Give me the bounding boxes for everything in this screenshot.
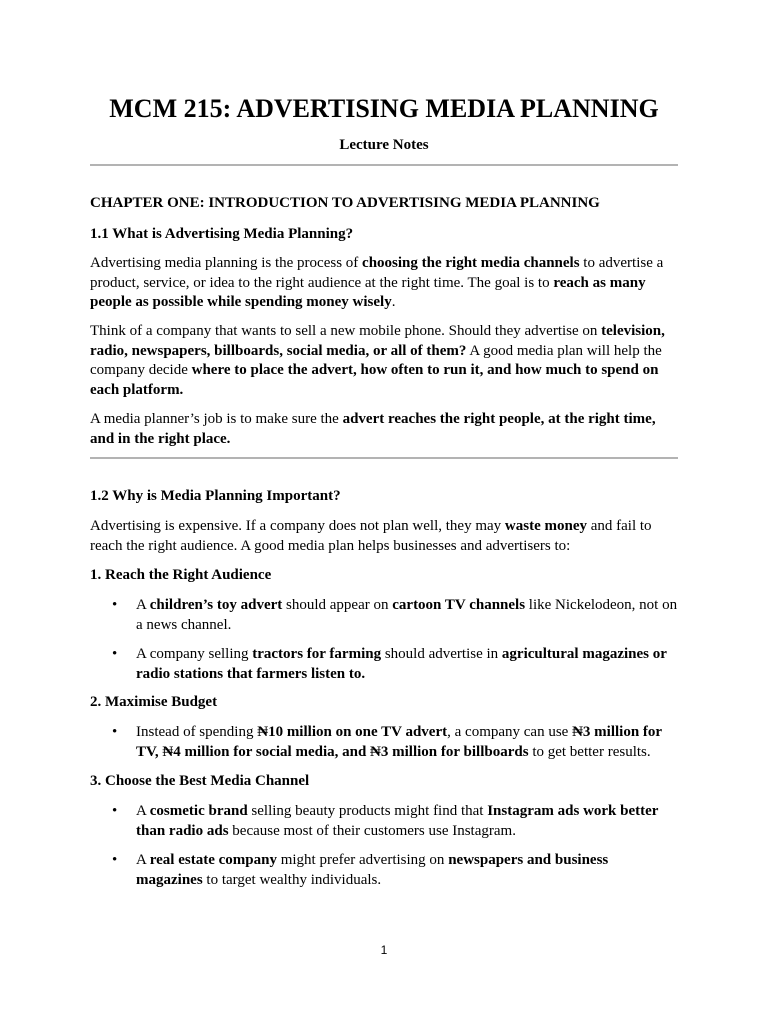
paragraph-example <box>90 322 678 400</box>
list-bold: ₦10 million on one TV advert <box>257 724 448 740</box>
paragraph-text: A good media plan will help the company decide <box>90 342 662 378</box>
list-bold: cartoon TV channels <box>392 597 526 613</box>
list-text: Instead of spending <box>136 724 258 740</box>
paragraph-bold: advert reaches the right people, at the right time, and in the right place. <box>90 411 656 447</box>
paragraph-planner-job <box>90 410 678 449</box>
list-item-text <box>136 596 678 635</box>
point-heading-1: 1. Reach the Right Audience <box>90 567 272 583</box>
list-text: should advertise in <box>381 646 502 662</box>
bullet-icon: • <box>112 724 118 740</box>
list-text: to target wealthy individuals. <box>202 871 382 888</box>
list-text: selling beauty products might find that <box>247 803 488 819</box>
paragraph-text: . <box>391 294 396 310</box>
list-text: A <box>136 852 150 868</box>
point-heading-3: 3. Choose the Best Media Channel <box>90 773 310 789</box>
bullet-icon: • <box>112 597 118 613</box>
paragraph-importance-intro <box>90 517 678 556</box>
paragraph-bold: where to place the advert, how often to run it, and how much to spend on each platform. <box>90 362 659 398</box>
paragraph-definition <box>90 254 678 313</box>
section-heading-1-2: 1.2 Why is Media Planning Important? <box>90 488 341 504</box>
list-text: A <box>136 803 150 819</box>
paragraph-bold: waste money <box>504 518 587 534</box>
list-text: like Nickelodeon, not on a news channel. <box>136 597 678 633</box>
list-text: A company selling <box>136 646 253 662</box>
list-item-text <box>136 802 678 841</box>
paragraph-bold: reach as many people as possible while spending money wisely <box>90 274 646 310</box>
list-bold: agricultural magazines or radio stations that farmers listen to. <box>136 646 667 682</box>
list-text: A <box>136 597 150 613</box>
paragraph-text: and fail to reach the right audience. A good media plan helps businesses and advertisers to: <box>90 518 652 554</box>
list-bold: newspapers and business magazines <box>136 852 609 888</box>
list-text: should appear on <box>282 597 393 613</box>
list-bold: Instagram ads work better than radio ads <box>136 803 659 839</box>
list-text: might prefer advertising on <box>276 852 449 868</box>
section-heading-1-1: 1.1 What is Advertising Media Planning? <box>90 226 354 242</box>
list-text: to get better results. <box>528 743 651 760</box>
document-subtitle: Lecture Notes <box>339 137 429 153</box>
list-item-text <box>136 723 678 762</box>
list-bold: cosmetic brand <box>149 803 248 819</box>
list-bold: children’s toy advert <box>149 597 283 613</box>
page-number: 1 <box>380 943 388 957</box>
list-bold: tractors for farming <box>252 646 382 662</box>
list-item-text <box>136 645 678 684</box>
chapter-heading: CHAPTER ONE: INTRODUCTION TO ADVERTISING MEDIA PLANNING <box>90 195 600 211</box>
paragraph-text: to advertise a product, service, or idea to the right audience at the right time. The goal is to <box>90 255 664 291</box>
document-title: MCM 215: ADVERTISING MEDIA PLANNING <box>109 94 659 123</box>
paragraph-text: Advertising is expensive. If a company does not plan well, they may <box>90 518 505 534</box>
paragraph-text: Advertising media planning is the process of <box>90 255 363 271</box>
list-bold: ₦3 million for TV, ₦4 million for social media, and ₦3 million for billboards <box>136 724 662 760</box>
list-text: because most of their customers use Instagram. <box>228 822 516 839</box>
bullet-icon: • <box>112 803 118 819</box>
point-heading-2: 2. Maximise Budget <box>90 694 218 710</box>
paragraph-text: A media planner’s job is to make sure the <box>90 411 343 427</box>
list-bold: real estate company <box>149 852 277 868</box>
list-text: , a company can use <box>447 724 573 740</box>
paragraph-text: Think of a company that wants to sell a new mobile phone. Should they advertise on <box>90 323 602 339</box>
bullet-icon: • <box>112 646 118 662</box>
paragraph-bold: television, radio, newspapers, billboards, social media, or all of them? <box>90 323 665 359</box>
list-item-text <box>136 851 678 890</box>
horizontal-rule <box>90 457 678 459</box>
paragraph-bold: choosing the right media channels <box>362 255 580 271</box>
bullet-icon: • <box>112 852 118 868</box>
horizontal-rule <box>90 164 678 166</box>
